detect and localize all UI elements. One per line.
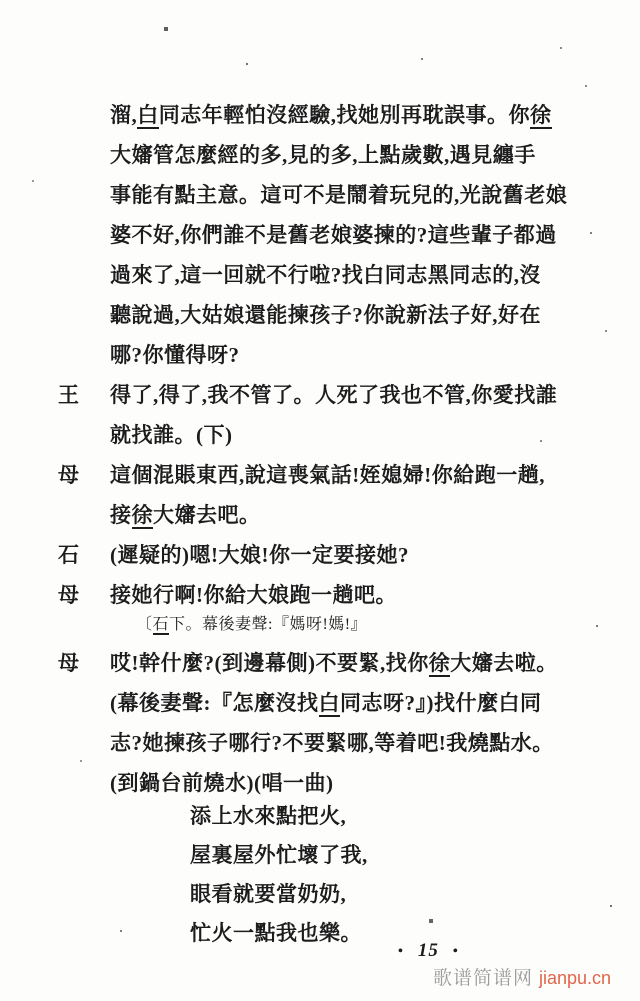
text-segment: 事能有點主意。這可不是鬧着玩兒的,光說舊老娘 (110, 183, 568, 207)
text-segment: 眼看就要當奶奶, (190, 882, 347, 906)
text-segment: 就找誰。(下) (110, 423, 233, 447)
script-text-block (58, 95, 598, 953)
proper-name-mark: 白 (318, 691, 340, 715)
dialogue-line (110, 415, 598, 455)
text-segment: 哎!幹什麼?(到邊幕側)不要緊,找你 (110, 651, 429, 675)
speaker-label: 石 (58, 543, 79, 567)
dialogue-line (110, 683, 598, 723)
song-line (190, 914, 598, 953)
watermark-site-url: jianpu.cn (539, 968, 612, 988)
speaker-label: 王 (58, 383, 79, 407)
proper-name-mark: 徐 (131, 503, 153, 527)
dialogue-entry (58, 455, 598, 535)
dialogue-line (110, 455, 598, 495)
dialogue-entry (58, 95, 598, 375)
scan-noise-speckles (0, 0, 2, 2)
text-segment: 接 (110, 503, 132, 527)
text-segment: 〔 (136, 616, 153, 633)
text-segment: 下。幕後妻聲:『媽呀!媽!』 (169, 616, 368, 633)
text-segment: 大嬸去吧。 (153, 503, 261, 527)
watermark (433, 963, 611, 990)
song-line (190, 836, 598, 875)
speaker-label: 母 (58, 583, 79, 607)
text-segment: 同志呀?』)找什麼白同 (340, 691, 542, 715)
text-segment: 這個混賬東西,說這喪氣話!姪媳婦!你給跑一趟, (110, 463, 545, 487)
dialogue-line (110, 175, 598, 215)
dialogue-line (110, 295, 598, 335)
text-segment: 聽說過,大姑娘還能揀孩子?你說新法子好,好在 (110, 303, 541, 327)
dialogue-line (110, 335, 598, 375)
song-block (58, 797, 598, 953)
page-number-value: 15 (417, 940, 439, 961)
text-segment: 志?她揀孩子哪行?不要緊哪,等着吧!我燒點水。 (110, 731, 554, 755)
dialogue-line (110, 723, 598, 763)
dialogue-line (110, 375, 598, 415)
page-number-right-dot: • (452, 944, 459, 959)
text-segment: 屋裏屋外忙壞了我, (190, 843, 368, 867)
text-segment: 過來了,這一回就不行啦?找白同志黑同志的,沒 (110, 263, 541, 287)
dialogue-line (110, 495, 598, 535)
speaker-label: 母 (58, 463, 79, 487)
dialogue-line (110, 535, 598, 575)
text-segment: (到鍋台前燒水)(唱一曲) (110, 771, 334, 795)
dialogue-line (110, 643, 598, 683)
text-segment: 溜, (110, 103, 138, 127)
song-line (190, 875, 598, 914)
page-number-left-dot: • (398, 944, 404, 959)
stage-direction (58, 607, 598, 643)
proper-name-mark: 白 (137, 103, 159, 127)
dialogue-line (110, 255, 598, 295)
text-segment: 大嬸去啦。 (450, 651, 558, 675)
proper-name-mark: 石 (152, 616, 170, 633)
text-segment: 哪?你懂得呀? (110, 343, 240, 367)
dialogue-line (110, 95, 598, 135)
page-number (398, 940, 459, 962)
dialogue-entry (58, 643, 598, 803)
text-segment: (遲疑的)嗯!大娘!你一定要接她? (110, 543, 409, 567)
text-segment: 得了,得了,我不管了。人死了我也不管,你愛找誰 (110, 383, 558, 407)
dialogue-line (110, 135, 598, 175)
proper-name-mark: 徐 (428, 651, 451, 675)
dialogue-line (110, 215, 598, 255)
text-segment: (幕後妻聲:『怎麼沒找 (110, 691, 319, 715)
text-segment: 添上水來點把火, (190, 804, 347, 828)
dialogue-entry (58, 375, 598, 455)
text-segment: 同志年輕怕沒經驗,找她別再耽誤事。你 (158, 103, 530, 127)
text-segment: 忙火一點我也樂。 (190, 921, 362, 945)
text-segment: 婆不好,你們誰不是舊老娘婆揀的?這些輩子都過 (110, 223, 557, 247)
dialogue-entry (58, 535, 598, 575)
text-segment: 大嬸管怎麼經的多,見的多,上點歲數,遇見纏手 (110, 143, 536, 167)
stage-direction-line (136, 607, 598, 643)
proper-name-mark: 徐 (530, 103, 552, 127)
watermark-site-name: 歌谱简谱网 (433, 968, 534, 989)
song-line (190, 797, 598, 836)
text-segment: 接她行啊!你給大娘跑一趟吧。 (110, 583, 397, 607)
speaker-label: 母 (58, 651, 79, 675)
